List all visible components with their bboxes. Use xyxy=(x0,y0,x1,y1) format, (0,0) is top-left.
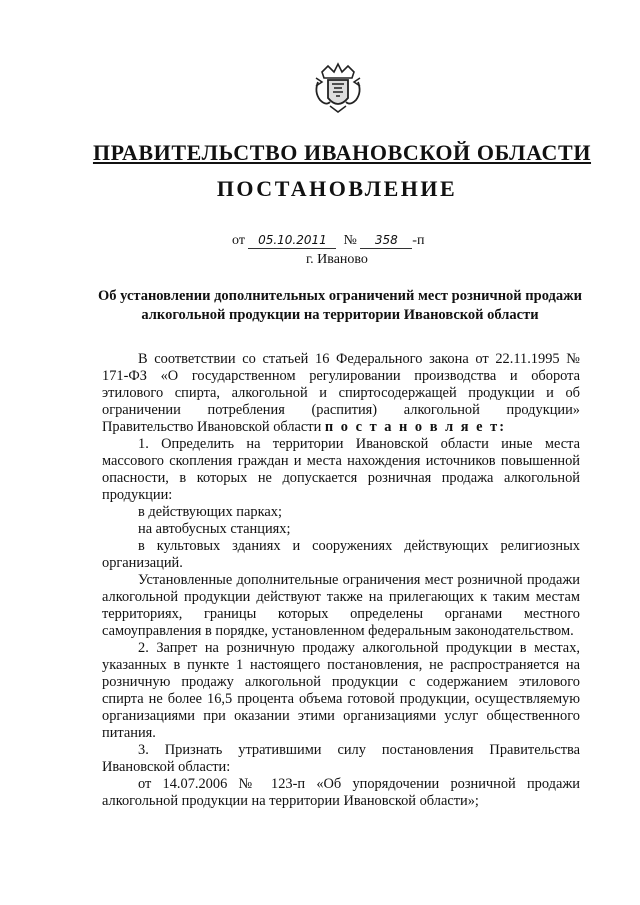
decree-word: п о с т а н о в л я е т: xyxy=(324,419,506,435)
item-1-note: Установленные дополнительные ограничения мест розничной продажи алкогольной продукции действуют также на прилегающих к таким местам территориях, границы которых определены органами местного самоуправления в порядке, установленном федеральным законодательством. xyxy=(102,572,580,639)
item-3-a: от 14.07.2006 № 123-п «Об упорядочении розничной продажи алкогольной продукции на территории Ивановской области»; xyxy=(102,776,580,809)
number-suffix: -п xyxy=(412,233,425,248)
document-body xyxy=(102,351,580,810)
city: г. Иваново xyxy=(306,252,368,267)
document-number: 358 xyxy=(360,233,412,249)
item-1-c: в культовых зданиях и сооружениях действующих религиозных организаций. xyxy=(102,538,580,571)
number-sign: № xyxy=(343,233,357,248)
item-1: 1. Определить на территории Ивановской области иные места массового скопления граждан и места нахождения источников повышенной опасности, в которых не допускается розничная продажа алкогольной продукции: xyxy=(102,436,580,503)
item-3: 3. Признать утратившими силу постановления Правительства Ивановской области: xyxy=(102,742,580,775)
coat-of-arms-icon xyxy=(310,62,366,116)
preamble-paragraph xyxy=(102,351,580,436)
document-date: 05.10.2011 xyxy=(248,233,336,249)
date-number-line xyxy=(232,233,424,249)
item-2: 2. Запрет на розничную продажу алкогольной продукции в местах, указанных в пункте 1 настоящего постановления, не распространяется на розничную продажу алкогольной продукции с содержанием этилового спирта не более 16,5 процента объема готовой продукции, осуществляемую организациями при оказании этими организациями услуг общественного питания. xyxy=(102,640,580,741)
organization-name: ПРАВИТЕЛЬСТВО ИВАНОВСКОЙ ОБЛАСТИ xyxy=(92,140,592,165)
document-title: Об установлении дополнительных ограничений мест розничной продажи алкогольной продукции на территории Ивановской области xyxy=(98,288,582,323)
item-1-a: в действующих парках; xyxy=(138,504,282,520)
document-type: ПОСТАНОВЛЕНИЕ xyxy=(216,176,458,201)
preamble-text: В соответствии со статьей 16 Федерального закона от 22.11.1995 № 171-ФЗ «О государственном регулировании производства и оборота этилового спирта, алкогольной и спиртосодержащей продукции и об ограничении потребления (распития) алкогольной продукции» Правительство Ивановской области xyxy=(102,351,580,435)
date-prefix: от xyxy=(232,233,245,248)
item-1-b: на автобусных станциях; xyxy=(138,521,291,537)
